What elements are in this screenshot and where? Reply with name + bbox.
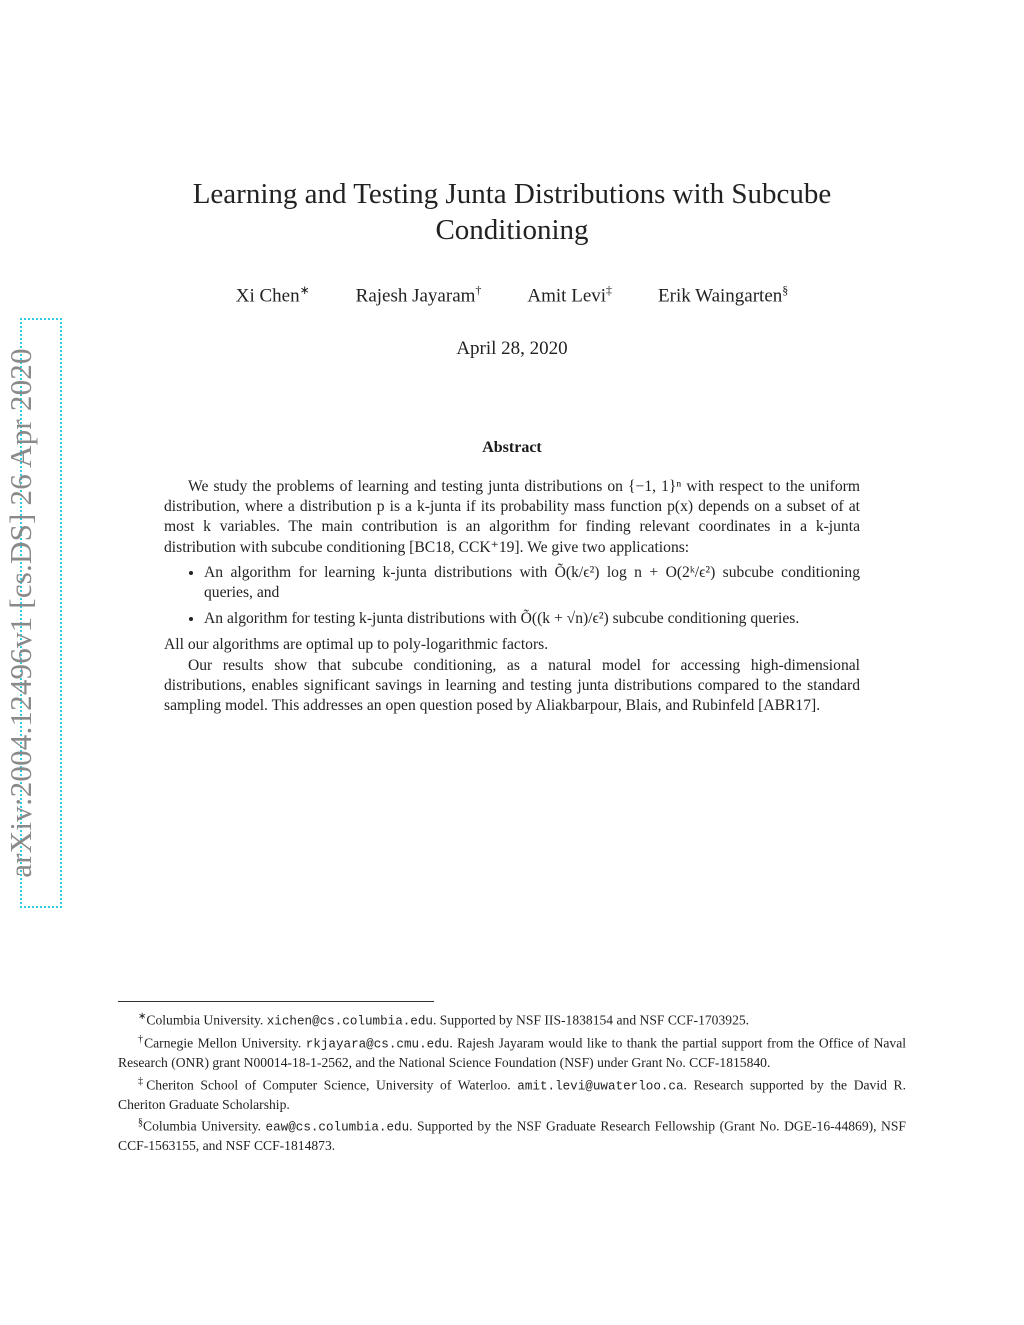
footnote: †Carnegie Mellon University. rkjayara@cs.cmu.edu. Rajesh Jayaram would like to thank the partial support from the Office of Naval Research (ONR) grant N00014-18-1-2562, and the National Science Foundation (NSF) under Grant No. CCF-1815840.	[118, 1034, 907, 1071]
arxiv-identifier: arXiv:2004.12496v1 [cs.DS] 26 Apr 2020	[3, 348, 38, 878]
author-list	[160, 283, 864, 307]
author: Erik Waingarten§	[658, 283, 789, 307]
abstract-paragraph: Our results show that subcube conditioning, as a natural model for accessing high-dimensional distributions, enables significant savings in learning and testing junta distributions compared to the standard sampling model. This addresses an open question posed by Aliakbarpour, Blais, and Rubinfeld [ABR17].	[164, 656, 860, 715]
abstract-paragraph: We study the problems of learning and testing junta distributions on {−1, 1}ⁿ with respect to the uniform distribution, where a distribution p is a k-junta if its probability mass function p(x) depends on a subset of at most k variables. The main contribution is an algorithm for finding relevant coordinates in a k-junta distribution with subcube conditioning [BC18, CCK⁺19]. We give two applications:	[164, 478, 860, 556]
abstract-body	[164, 477, 860, 716]
author: Amit Levi‡	[527, 283, 613, 307]
abstract-heading: Abstract	[482, 439, 542, 456]
footnote: §Columbia University. eaw@cs.columbia.edu. Supported by the NSF Graduate Research Fellowship (Grant No. DGE-16-44869), NSF CCF-1563155, and NSF CCF-1814873.	[118, 1117, 906, 1154]
list-item: • An algorithm for learning k-junta distributions with Õ(k/ϵ²) log n + O(2ᵏ/ϵ²) subcube conditioning queries, and	[204, 563, 860, 603]
footnote: ‡Cheriton School of Computer Science, University of Waterloo. amit.levi@uwaterloo.ca. Research supported by the David R. Cheriton Graduate Scholarship.	[118, 1075, 907, 1112]
footnotes	[118, 1000, 906, 1156]
email-link[interactable]: xichen@cs.columbia.edu	[266, 1014, 433, 1029]
email-link[interactable]: rkjayara@cs.cmu.edu	[305, 1037, 450, 1052]
footnote: ∗Columbia University. xichen@cs.columbia.edu. Supported by NSF IIS-1838154 and NSF CCF-1703925.	[138, 1011, 750, 1029]
applications-list	[164, 563, 860, 630]
paper-title: Learning and Testing Junta Distributions with Subcube Conditioning	[192, 178, 832, 246]
list-item: • An algorithm for testing k-junta distributions with Õ((k + √n)/ϵ²) subcube conditioning queries.	[204, 609, 860, 629]
email-link[interactable]: amit.levi@uwaterloo.ca	[517, 1079, 684, 1094]
publication-date: April 28, 2020	[456, 338, 568, 359]
author: Xi Chen∗	[235, 283, 310, 307]
email-link[interactable]: eaw@cs.columbia.edu	[265, 1120, 410, 1135]
abstract-paragraph: All our algorithms are optimal up to poly-logarithmic factors.	[164, 636, 549, 654]
author: Rajesh Jayaram†	[355, 283, 482, 307]
